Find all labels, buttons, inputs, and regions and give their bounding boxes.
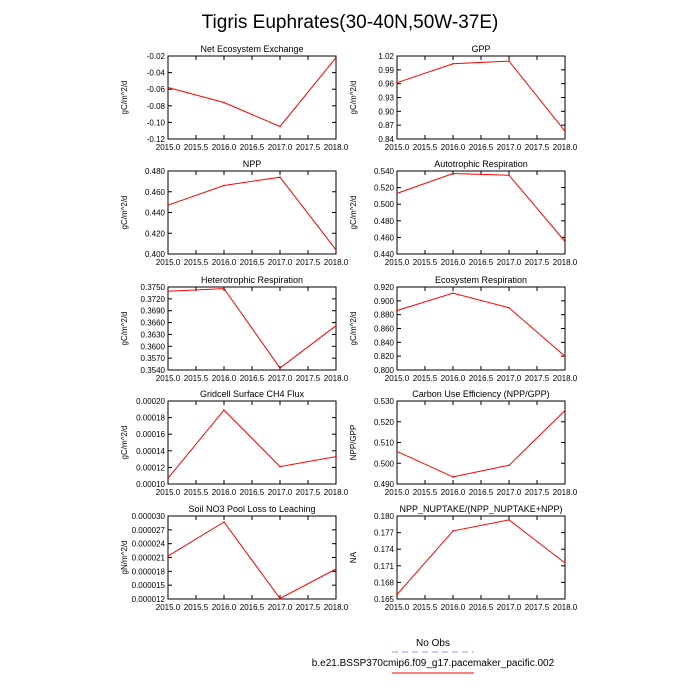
- y-tick-label: 0.96: [378, 79, 394, 89]
- chart-panel: [349, 275, 578, 383]
- x-tick-label: 2017.0: [496, 143, 522, 152]
- data-point: [452, 530, 454, 532]
- y-tick-label: 1.02: [378, 52, 394, 61]
- y-tick-label: 0.3570: [140, 354, 165, 364]
- panel-title: Autotrophic Respiration: [434, 159, 528, 169]
- chart-panel: [349, 389, 578, 497]
- panel-title: Carbon Use Efficiency (NPP/GPP): [412, 389, 550, 399]
- y-tick-label: 0.000021: [131, 553, 165, 563]
- x-tick-label: 2017.5: [295, 258, 321, 267]
- y-axis-label: gC/m^2/d: [349, 80, 358, 115]
- data-point: [452, 292, 454, 294]
- x-tick-label: 2015.0: [384, 143, 410, 152]
- y-tick-label: 0.920: [373, 283, 394, 292]
- y-tick-label: 0.520: [373, 183, 394, 193]
- chart-panel: [349, 159, 578, 267]
- panel-title: NPP: [242, 159, 262, 169]
- y-axis-label: gC/m^2/d: [120, 80, 129, 115]
- y-axis-label: gC/m^2/d: [349, 311, 358, 346]
- data-point: [335, 249, 337, 251]
- y-tick-label: 0.510: [373, 438, 394, 448]
- series-line: [397, 293, 565, 356]
- data-point: [396, 82, 398, 84]
- x-tick-label: 2018.0: [552, 603, 578, 612]
- x-tick-label: 2017.0: [267, 258, 293, 267]
- y-tick-label: -0.02: [146, 52, 165, 61]
- x-tick-label: 2017.0: [496, 603, 522, 612]
- x-tick-label: 2017.5: [524, 603, 550, 612]
- y-tick-label: 0.900: [373, 296, 394, 306]
- y-tick-label: 0.000030: [131, 512, 165, 521]
- y-tick-label: 0.180: [373, 512, 394, 521]
- x-tick-label: 2016.0: [440, 258, 466, 267]
- data-point: [396, 451, 398, 453]
- data-point: [335, 568, 337, 570]
- x-tick-label: 2017.5: [524, 374, 550, 383]
- y-tick-label: 0.000018: [131, 567, 165, 577]
- data-point: [223, 288, 225, 290]
- y-tick-label: 0.3630: [140, 330, 165, 340]
- data-point: [167, 555, 169, 557]
- data-point: [223, 521, 225, 523]
- data-point: [564, 562, 566, 564]
- chart-panel: [120, 159, 349, 267]
- panel-title: NPP_NUPTAKE/(NPP_NUPTAKE+NPP): [399, 504, 563, 514]
- x-tick-label: 2016.0: [440, 143, 466, 152]
- y-tick-label: -0.12: [146, 135, 165, 144]
- x-tick-label: 2018.0: [323, 374, 349, 383]
- plot-frame: [397, 56, 565, 139]
- series-line: [397, 61, 565, 131]
- series-line: [168, 58, 336, 127]
- series-line: [397, 411, 565, 477]
- y-axis-label: gC/m^2/d: [120, 311, 129, 346]
- data-point: [452, 173, 454, 175]
- x-tick-label: 2016.5: [239, 374, 265, 383]
- data-point: [508, 307, 510, 309]
- x-tick-label: 2017.0: [267, 374, 293, 383]
- y-axis-label: NA: [349, 551, 358, 564]
- x-tick-label: 2017.5: [524, 258, 550, 267]
- y-tick-label: 0.480: [144, 167, 165, 176]
- data-point: [452, 63, 454, 65]
- data-point: [396, 193, 398, 195]
- legend-label-run: b.e21.BSSP370cmip6.f09_g17.pacemaker_pacific.002: [311, 658, 555, 669]
- panel-title: GPP: [471, 44, 491, 54]
- x-tick-label: 2016.0: [211, 374, 237, 383]
- x-tick-label: 2015.0: [155, 258, 181, 267]
- x-tick-label: 2018.0: [323, 488, 349, 497]
- y-tick-label: 0.00010: [136, 480, 165, 489]
- data-point: [279, 466, 281, 468]
- series-line: [168, 410, 336, 478]
- y-tick-label: 0.174: [373, 545, 394, 555]
- data-point: [508, 519, 510, 521]
- x-tick-label: 2017.0: [496, 374, 522, 383]
- y-tick-label: 0.177: [373, 528, 394, 538]
- y-tick-label: 0.168: [373, 578, 394, 588]
- x-tick-label: 2015.5: [183, 374, 209, 383]
- y-tick-label: 0.84: [378, 135, 394, 144]
- x-tick-label: 2017.5: [295, 488, 321, 497]
- data-point: [396, 310, 398, 312]
- x-tick-label: 2018.0: [552, 488, 578, 497]
- x-tick-label: 2017.0: [267, 143, 293, 152]
- x-tick-label: 2017.0: [496, 488, 522, 497]
- x-tick-label: 2017.0: [496, 258, 522, 267]
- y-tick-label: 0.840: [373, 338, 394, 348]
- y-tick-label: 0.440: [373, 250, 394, 259]
- x-tick-label: 2017.5: [295, 603, 321, 612]
- x-tick-label: 2016.0: [440, 374, 466, 383]
- plot-frame: [168, 516, 336, 599]
- series-line: [397, 520, 565, 595]
- panel-title: Ecosystem Respiration: [434, 275, 528, 285]
- y-tick-label: 0.820: [373, 352, 394, 362]
- chart-panel: [120, 44, 349, 152]
- plot-frame: [397, 287, 565, 370]
- y-tick-label: -0.04: [146, 68, 165, 78]
- plot-frame: [397, 171, 565, 254]
- y-tick-label: 0.90: [378, 107, 394, 117]
- x-tick-label: 2016.5: [468, 488, 494, 497]
- data-point: [167, 204, 169, 206]
- chart-panel: [120, 504, 349, 612]
- data-point: [279, 126, 281, 128]
- data-point: [167, 291, 169, 293]
- x-tick-label: 2017.5: [524, 488, 550, 497]
- data-point: [335, 57, 337, 59]
- y-axis-label: gC/m^2/d: [120, 195, 129, 230]
- panel-grid: [120, 44, 578, 612]
- figure-title: Tigris Euphrates(30-40N,50W-37E): [201, 12, 499, 33]
- y-tick-label: -0.10: [146, 118, 165, 128]
- data-point: [508, 174, 510, 176]
- series-line: [168, 289, 336, 368]
- x-tick-label: 2015.5: [412, 143, 438, 152]
- x-tick-label: 2016.5: [239, 603, 265, 612]
- y-tick-label: 0.93: [378, 93, 394, 103]
- x-tick-label: 2015.0: [155, 603, 181, 612]
- x-tick-label: 2015.0: [384, 374, 410, 383]
- y-tick-label: 0.460: [144, 187, 165, 197]
- x-tick-label: 2016.5: [468, 374, 494, 383]
- y-tick-label: 0.3660: [140, 318, 165, 328]
- x-tick-label: 2015.0: [155, 143, 181, 152]
- x-tick-label: 2016.0: [211, 143, 237, 152]
- y-tick-label: 0.420: [144, 229, 165, 239]
- y-tick-label: 0.00014: [136, 446, 165, 456]
- y-tick-label: 0.00016: [136, 430, 165, 440]
- x-tick-label: 2016.5: [239, 488, 265, 497]
- y-tick-label: 0.520: [373, 417, 394, 427]
- data-point: [279, 598, 281, 600]
- data-point: [452, 476, 454, 478]
- series-line: [397, 174, 565, 242]
- y-axis-label: gC/m^2/d: [120, 425, 129, 460]
- panel-title: Gridcell Surface CH4 Flux: [199, 389, 305, 399]
- chart-panel: [120, 275, 349, 383]
- x-tick-label: 2018.0: [552, 143, 578, 152]
- series-line: [168, 177, 336, 250]
- data-point: [564, 130, 566, 132]
- plot-frame: [397, 516, 565, 599]
- y-tick-label: 0.000015: [131, 581, 165, 591]
- x-tick-label: 2016.5: [468, 603, 494, 612]
- x-tick-label: 2017.5: [524, 143, 550, 152]
- y-tick-label: 0.000027: [131, 525, 165, 535]
- x-tick-label: 2015.5: [412, 603, 438, 612]
- y-tick-label: 0.860: [373, 324, 394, 334]
- y-tick-label: 0.87: [378, 121, 394, 131]
- x-tick-label: 2016.0: [211, 603, 237, 612]
- y-tick-label: 0.000012: [131, 595, 165, 604]
- y-axis-label: gC/m^2/d: [349, 195, 358, 230]
- y-tick-label: 0.3540: [140, 366, 165, 375]
- chart-panel: [349, 504, 578, 612]
- y-tick-label: 0.460: [373, 233, 394, 243]
- x-tick-label: 2015.5: [183, 143, 209, 152]
- y-tick-label: 0.500: [373, 459, 394, 469]
- series-line: [168, 522, 336, 599]
- x-tick-label: 2015.0: [155, 374, 181, 383]
- chart-panel: [349, 44, 578, 152]
- y-tick-label: 0.000024: [131, 539, 165, 549]
- data-point: [396, 594, 398, 596]
- y-axis-label: gN/m^2/d: [120, 540, 129, 575]
- data-point: [564, 355, 566, 357]
- x-tick-label: 2015.0: [155, 488, 181, 497]
- y-tick-label: 0.880: [373, 310, 394, 320]
- data-point: [223, 409, 225, 411]
- y-axis-label: NPP/GPP: [349, 424, 358, 461]
- data-point: [335, 456, 337, 458]
- data-point: [335, 325, 337, 327]
- data-point: [508, 465, 510, 467]
- x-tick-label: 2015.0: [384, 258, 410, 267]
- x-tick-label: 2015.0: [384, 603, 410, 612]
- x-tick-label: 2015.5: [183, 603, 209, 612]
- legend: [312, 638, 555, 673]
- data-point: [223, 102, 225, 104]
- y-tick-label: 0.171: [373, 561, 394, 571]
- x-tick-label: 2016.5: [239, 143, 265, 152]
- y-tick-label: 0.00020: [136, 397, 165, 406]
- y-tick-label: -0.08: [146, 101, 165, 111]
- y-tick-label: 0.540: [373, 167, 394, 176]
- y-tick-label: 0.165: [373, 595, 394, 604]
- y-tick-label: 0.500: [373, 200, 394, 210]
- y-tick-label: 0.530: [373, 397, 394, 406]
- y-tick-label: 0.800: [373, 366, 394, 375]
- y-tick-label: -0.06: [146, 85, 165, 95]
- data-point: [279, 176, 281, 178]
- y-tick-label: 0.3600: [140, 342, 165, 352]
- x-tick-label: 2015.5: [412, 258, 438, 267]
- x-tick-label: 2017.5: [295, 374, 321, 383]
- y-tick-label: 0.400: [144, 250, 165, 259]
- x-tick-label: 2016.0: [440, 488, 466, 497]
- x-tick-label: 2016.5: [239, 258, 265, 267]
- data-point: [167, 477, 169, 479]
- panel-title: Heterotrophic Respiration: [200, 275, 304, 285]
- y-tick-label: 0.3750: [140, 283, 165, 292]
- legend-label-no-obs: No Obs: [416, 638, 450, 649]
- chart-panel: [120, 389, 349, 497]
- data-point: [279, 367, 281, 369]
- x-tick-label: 2015.5: [183, 258, 209, 267]
- x-tick-label: 2016.5: [468, 143, 494, 152]
- data-point: [223, 185, 225, 187]
- x-tick-label: 2017.0: [267, 488, 293, 497]
- plot-frame: [168, 401, 336, 484]
- plot-frame: [168, 56, 336, 139]
- x-tick-label: 2015.5: [412, 374, 438, 383]
- x-tick-label: 2015.0: [384, 488, 410, 497]
- y-tick-label: 0.440: [144, 208, 165, 218]
- y-tick-label: 0.99: [378, 65, 394, 75]
- x-tick-label: 2018.0: [323, 603, 349, 612]
- y-tick-label: 0.480: [373, 216, 394, 226]
- x-tick-label: 2017.0: [267, 603, 293, 612]
- x-tick-label: 2016.0: [211, 488, 237, 497]
- y-tick-label: 0.3720: [140, 294, 165, 304]
- x-tick-label: 2015.5: [412, 488, 438, 497]
- x-tick-label: 2018.0: [552, 374, 578, 383]
- data-point: [167, 87, 169, 89]
- x-tick-label: 2016.5: [468, 258, 494, 267]
- panel-title: Soil NO3 Pool Loss to Leaching: [188, 504, 316, 514]
- plot-frame: [168, 171, 336, 254]
- x-tick-label: 2017.5: [295, 143, 321, 152]
- y-tick-label: 0.00018: [136, 413, 165, 423]
- x-tick-label: 2016.0: [211, 258, 237, 267]
- x-tick-label: 2015.5: [183, 488, 209, 497]
- panel-title: Net Ecosystem Exchange: [200, 44, 304, 54]
- x-tick-label: 2016.0: [440, 603, 466, 612]
- x-tick-label: 2018.0: [323, 258, 349, 267]
- y-tick-label: 0.490: [373, 480, 394, 489]
- data-point: [564, 241, 566, 243]
- x-tick-label: 2018.0: [323, 143, 349, 152]
- y-tick-label: 0.3690: [140, 306, 165, 316]
- y-tick-label: 0.00012: [136, 463, 165, 473]
- data-point: [508, 60, 510, 62]
- x-tick-label: 2018.0: [552, 258, 578, 267]
- data-point: [564, 410, 566, 412]
